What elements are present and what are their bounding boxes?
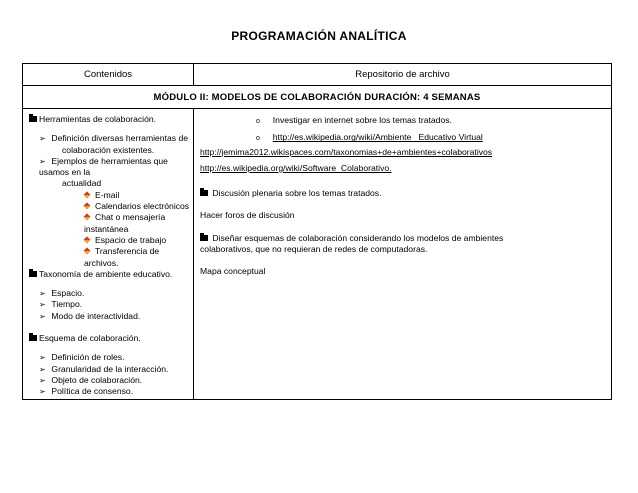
diamond-bullet-icon [83,236,90,243]
section-heading-esquema: Esquema de colaboración. [29,333,193,344]
contenidos-cell [23,109,194,400]
arrow-bullet-icon: ➢ [39,364,46,374]
arrow-bullet-icon: ➢ [39,353,46,363]
diamond-bullet-icon [83,248,90,255]
folder-item-disenar-continued: colaborativos, que no requieran de redes de computadoras. [200,244,428,255]
text-mapa: Mapa conceptual [200,266,266,277]
folder-item-discusion: Discusión plenaria sobre los temas tratados. [200,188,611,199]
diamond-bullet-icon [83,214,90,221]
content-row [23,109,612,400]
module-title: MÓDULO II: MODELOS DE COLABORACIÓN DURACIÓN: 4 SEMANAS [23,86,612,109]
document-title: PROGRAMACIÓN ANALÍTICA [231,29,407,43]
wiki-ambiente-link[interactable]: http://es.wikipedia.org/wiki/Ambiente_ Educativo Virtual [272,132,483,143]
list-item: ➢ Definición diversas herramientas de [39,133,189,144]
header-contenidos: Contenidos [23,64,194,86]
arrow-bullet-icon: ➢ [39,300,46,310]
list-item: ➢ Definición de roles. [39,352,125,363]
list-item: ➢ Espacio. [39,288,85,299]
list-item: ➢ Ejemplos de herramientas que usamos en la [39,155,168,178]
arrow-bullet-icon: ➢ [39,289,46,299]
diamond-bullet-icon [83,202,90,209]
list-item: ➢ Objeto de colaboración. [39,374,143,385]
program-table [22,63,612,400]
sub-list-item: E-mail [84,190,193,201]
sub-list-item: Transferencia de archivos. [84,246,160,268]
list-item: ➢ Granularidad de la interacción. [39,363,169,374]
circle-bullet-icon: o [256,135,260,143]
jemima-link[interactable]: http://jemima2012.wikispaces.com/taxonomias+de+ambientes+colaborativos [200,146,493,157]
arrow-bullet-icon: ➢ [39,311,46,321]
module-row [23,86,612,109]
sub-list-item: Espacio de trabajo [84,235,193,246]
list-item-continued: actualidad [62,178,102,189]
list-item: ➢ Modo de interactividad. [39,310,141,321]
list-item-continued: colaboración existentes. [62,144,155,155]
folder-icon [29,335,37,341]
section-heading-taxonomia: Taxonomía de ambiente educativo. [29,269,193,280]
list-item: ➢ Tiempo. [39,299,83,310]
header-repositorio: Repositorio de archivo [194,64,612,86]
arrow-bullet-icon: ➢ [39,156,46,166]
sub-list-item: Calendarios electrónicos [84,201,193,212]
folder-icon [200,235,208,241]
list-item [256,132,611,144]
arrow-bullet-icon: ➢ [39,134,46,144]
text-foros: Hacer foros de discusión [200,210,295,221]
folder-icon [29,271,37,277]
list-item: ➢ Política de consenso. [39,386,134,397]
folder-item-disenar: Diseñar esquemas de colaboración considerando los modelos de ambientes [200,233,611,244]
repositorio-cell [194,109,612,400]
folder-icon [29,116,37,122]
list-item: o Investigar en internet sobre los temas tratados. [256,115,611,127]
diamond-bullet-icon [83,191,90,198]
arrow-bullet-icon: ➢ [39,387,46,397]
arrow-bullet-icon: ➢ [39,375,46,385]
folder-icon [200,190,208,196]
sub-list-item: Chat o mensajería instantánea [84,212,166,234]
table-header-row [23,64,612,86]
wiki-software-link[interactable]: http://es.wikipedia.org/wiki/Software_Colaborativo. [200,162,392,173]
circle-bullet-icon: o [256,118,260,125]
section-heading-herramientas: Herramientas de colaboración. [29,114,193,125]
